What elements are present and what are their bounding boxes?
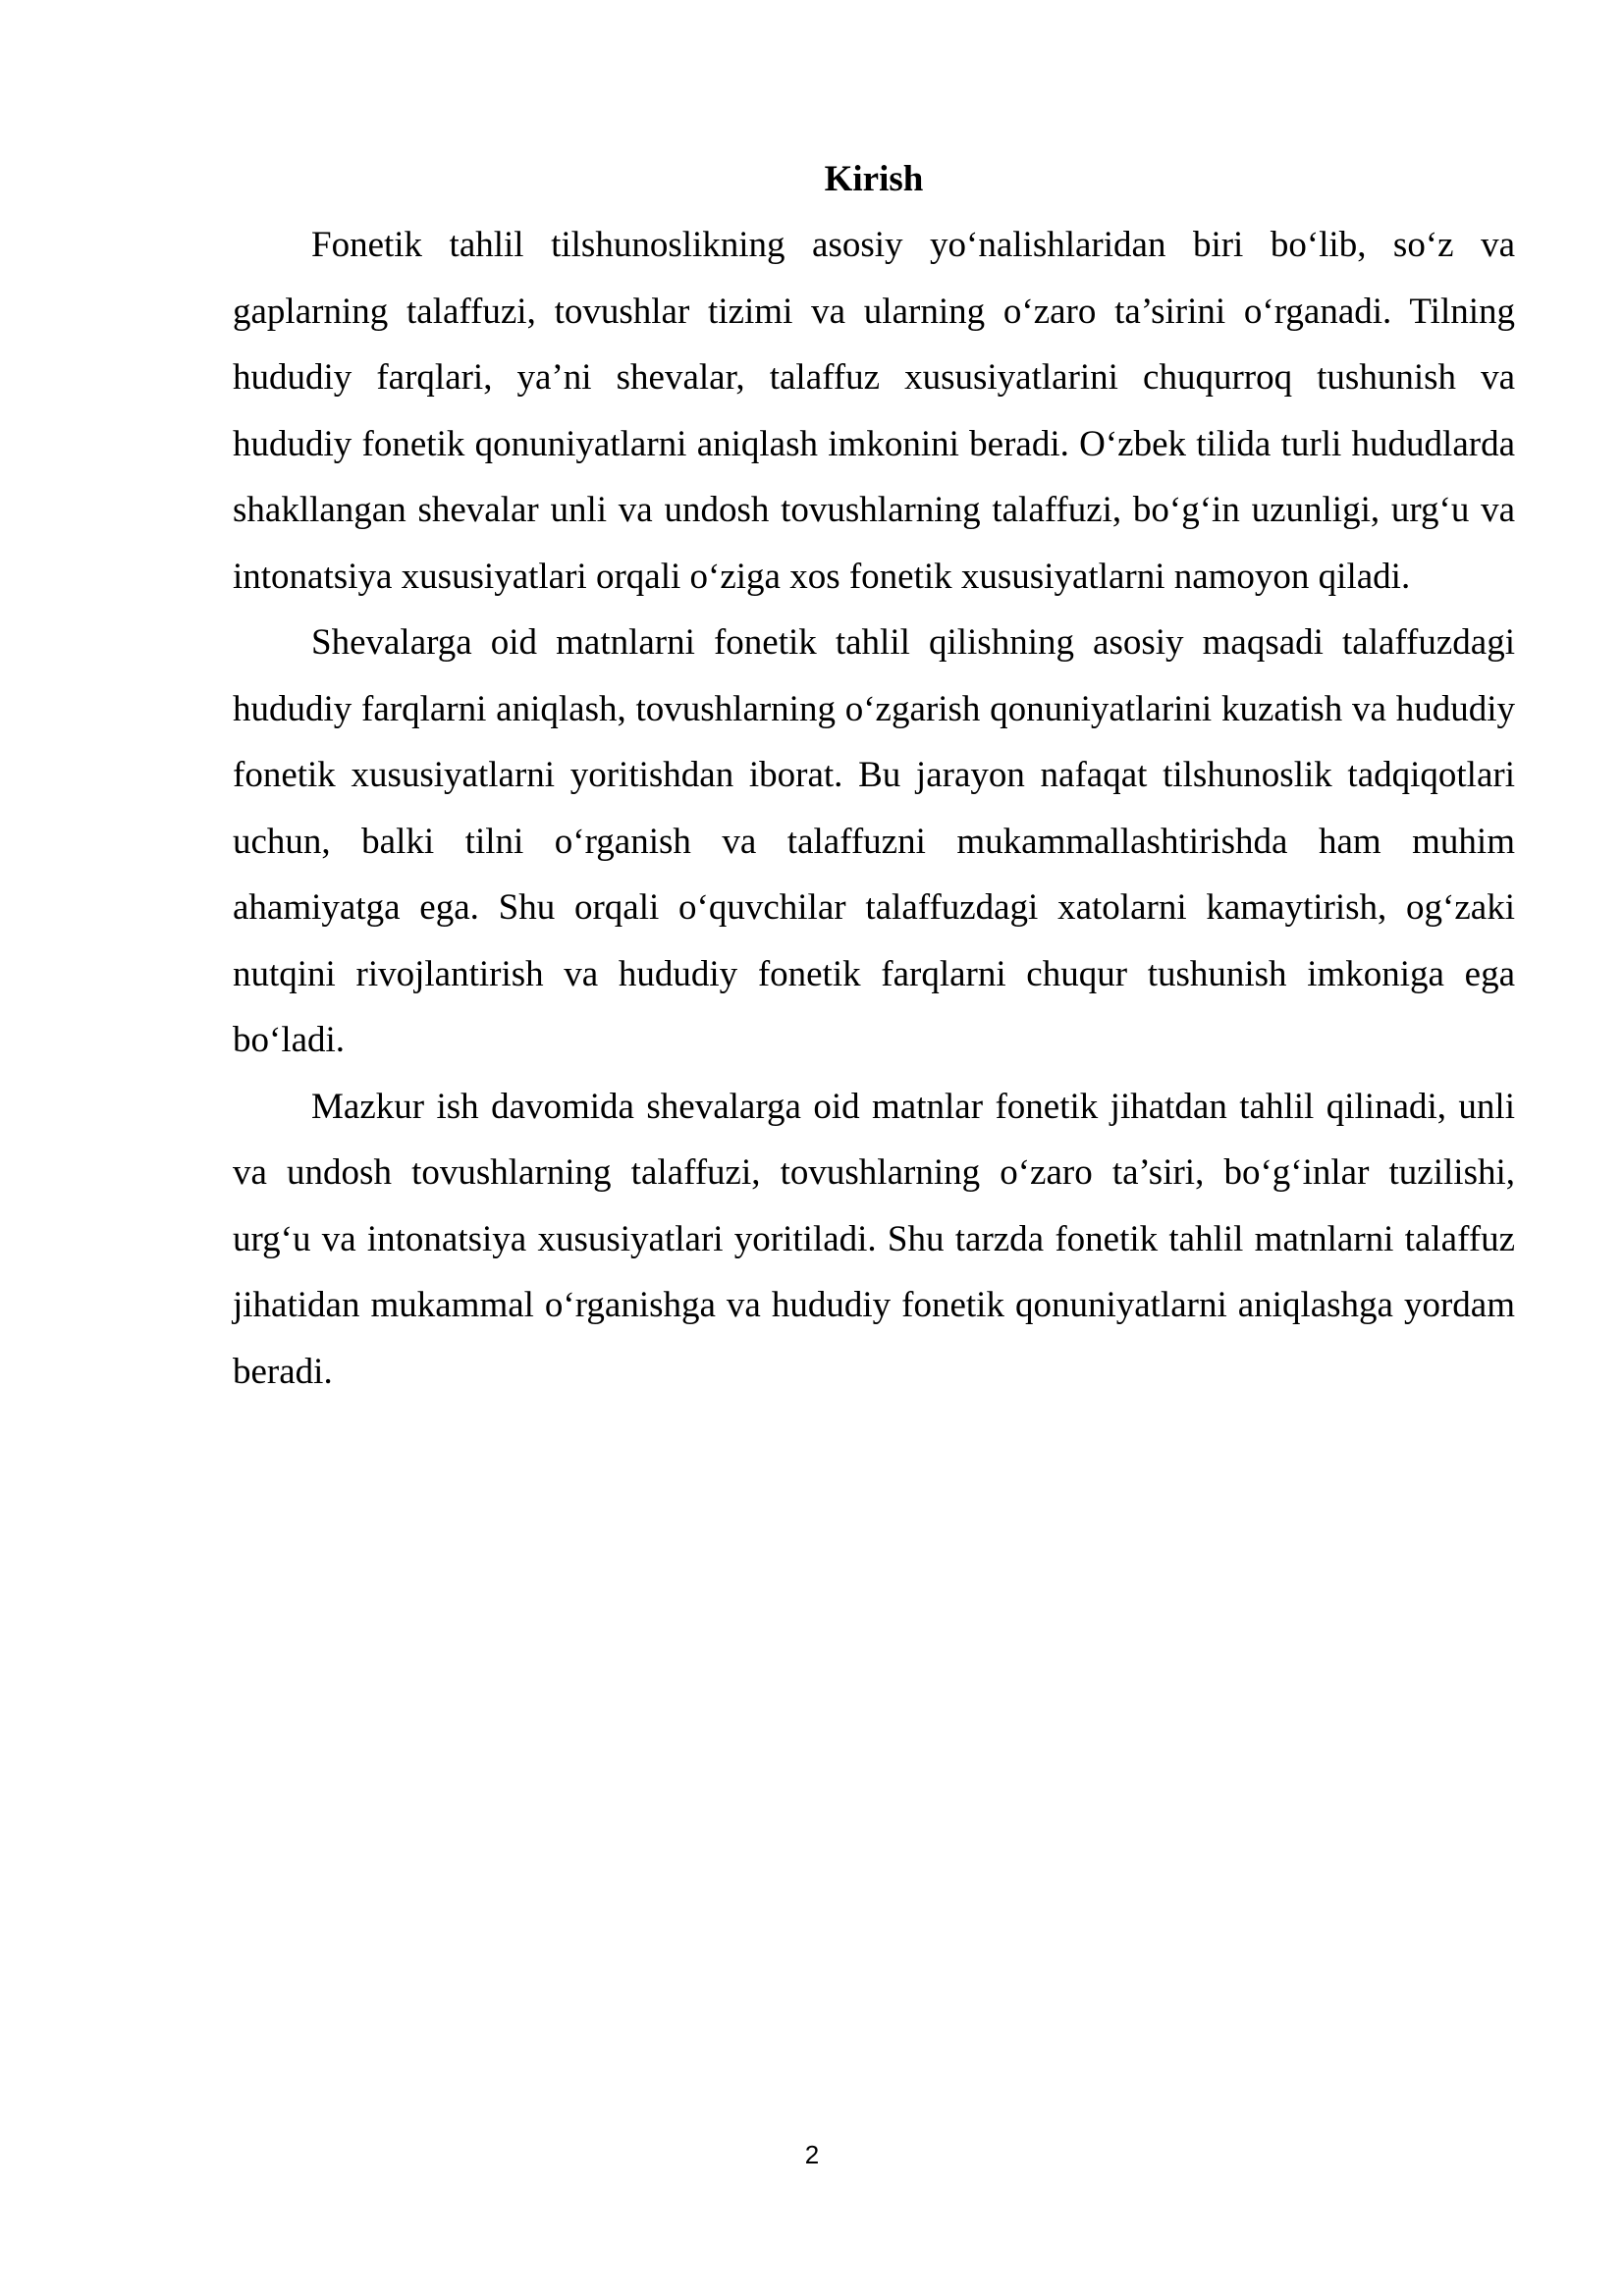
paragraph-2: Shevalarga oid matnlarni fonetik tahlil qilishning asosiy maqsadi talaffuzdagi hududiy farqlarni aniqlash, tovushlarning o‘zgarish qonuniyatlarini kuzatish va hududiy fonetik xususiyatlarni yoritishdan iborat. Bu jarayon nafaqat tilshunoslik tadqiqotlari uchun, balki tilni o‘rganish va talaffuzni mukammallashtirishda ham muhim ahamiyatga ega. Shu orqali o‘quvchilar talaffuzdagi xatolarni kamaytirish, og‘zaki nutqini rivojlantirish va hududiy fonetik farqlarni chuqur tushunish imkoniga ega bo‘ladi. [233, 622, 1515, 1060]
page-content [233, 147, 1515, 1405]
section-heading: Kirish [824, 159, 924, 199]
paragraph-3: Mazkur ish davomida shevalarga oid matnlar fonetik jihatdan tahlil qilinadi, unli va undosh tovushlarning talaffuzi, tovushlarning o‘zaro ta’siri, bo‘g‘inlar tuzilishi, urg‘u va intonatsiya xususiyatlari yoritiladi. Shu tarzda fonetik tahlil matnlarni talaffuz jihatidan mukammal o‘rganishga va hududiy fonetik qonuniyatlarni aniqlashga yordam beradi. [233, 1086, 1515, 1392]
page-number: 2 [804, 2140, 820, 2169]
paragraph-1: Fonetik tahlil tilshunoslikning asosiy yo‘nalishlaridan biri bo‘lib, so‘z va gaplarning talaffuzi, tovushlar tizimi va ularning o‘zaro ta’sirini o‘rganadi. Tilning hududiy farqlari, ya’ni shevalar, talaffuz xususiyatlarini chuqurroq tushunish va hududiy fonetik qonuniyatlarni aniqlash imkonini beradi. O‘zbek tilida turli hududlarda shakllangan shevalar unli va undosh tovushlarning talaffuzi, bo‘g‘in uzunligi, urg‘u va intonatsiya xususiyatlari orqali o‘ziga xos fonetik xususiyatlarni namoyon qiladi. [233, 225, 1515, 597]
